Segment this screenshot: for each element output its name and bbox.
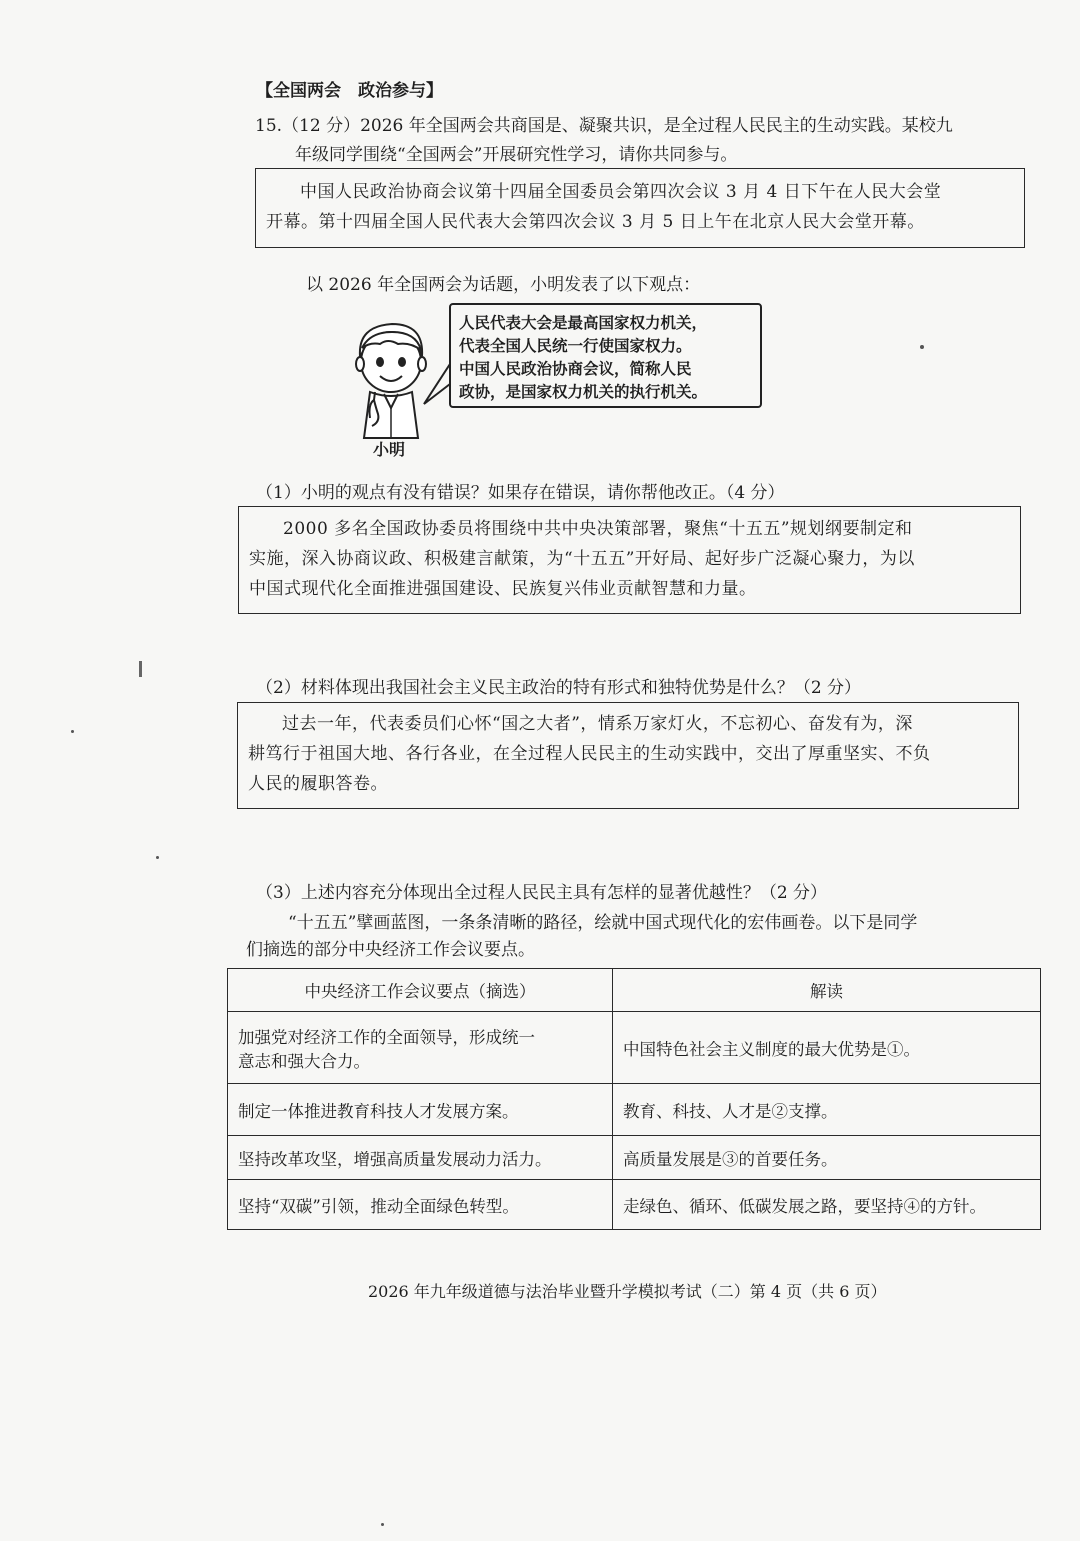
- bubble-line2: 代表全国人民统一行使国家权力。: [459, 336, 692, 355]
- sub-question-3: （3）上述内容充分体现出全过程人民民主具有怎样的显著优越性？（2 分）: [256, 883, 828, 903]
- material-box-3: [237, 702, 1019, 809]
- table-cell-point: [228, 1012, 613, 1084]
- material3-line1: 过去一年，代表委员们心怀“国之大者”，情系万家灯火，不忘初心、奋发有为，深: [282, 714, 913, 734]
- material2-line3: 中国式现代化全面推进强国建设、民族复兴伟业贡献智慧和力量。: [249, 579, 757, 599]
- material-box-1: [255, 168, 1025, 248]
- scan-speck: [71, 730, 74, 733]
- sub3-intro-line2: 们摘选的部分中央经济工作会议要点。: [246, 940, 535, 960]
- point-line: 加强党对经济工作的全面领导，形成统一: [238, 1027, 535, 1047]
- material-box-2: [238, 506, 1021, 614]
- table-cell-point: 坚持“双碳”引领，推动全面绿色转型。: [228, 1180, 613, 1230]
- bubble-line1: 人民代表大会是最高国家权力机关，: [459, 313, 708, 332]
- table-cell-interpretation: 走绿色、循环、低碳发展之路，要坚持④的方针。: [613, 1180, 1041, 1230]
- section-title: 【全国两会 政治参与】: [256, 81, 443, 101]
- question-intro-line2: 年级同学围绕“全国两会”开展研究性学习，请你共同参与。: [295, 145, 738, 165]
- table-row: [228, 1012, 1041, 1084]
- bubble-line3: 中国人民政治协商会议，简称人民: [459, 359, 692, 378]
- question-score: （12 分）: [282, 116, 361, 136]
- sub-question-1: （1）小明的观点有没有错误？如果存在错误，请你帮他改正。（4 分）: [256, 483, 785, 503]
- page-footer: 2026 年九年级道德与法治毕业暨升学模拟考试（二）第 4 页（共 6 页）: [368, 1282, 887, 1301]
- bubble-line4: 政协，是国家权力机关的执行机关。: [459, 382, 708, 401]
- table-header-interpretation: 解读: [613, 969, 1041, 1012]
- table-header-points: 中央经济工作会议要点（摘选）: [228, 969, 613, 1012]
- material1-line1: 中国人民政治协商会议第十四届全国委员会第四次会议 3 月 4 日下午在人民大会堂: [300, 182, 942, 202]
- table-row: [228, 1180, 1041, 1230]
- table-cell-point: 制定一体推进教育科技人才发展方案。: [228, 1084, 613, 1136]
- character-name: 小明: [373, 440, 406, 459]
- sub3-intro-line1: “十五五”擘画蓝图，一条条清晰的路径，绘就中国式现代化的宏伟画卷。以下是同学: [288, 913, 918, 933]
- scan-speck: [381, 1523, 384, 1526]
- table-cell-point: 坚持改革攻坚，增强高质量发展动力活力。: [228, 1136, 613, 1180]
- scan-mark: [139, 661, 142, 677]
- material2-line1: 2000 多名全国政协委员将围绕中共中央决策部署，聚焦“十五五”规划纲要制定和: [283, 519, 913, 539]
- speech-bubble: [449, 303, 762, 408]
- point-line: 意志和强大合力。: [238, 1051, 370, 1071]
- material3-line3: 人民的履职答卷。: [248, 774, 388, 794]
- material2-line2: 实施，深入协商议政、积极建言献策，为“十五五”开好局、起好步广泛凝心聚力，为以: [249, 549, 915, 569]
- question-intro-line1: 2026 年全国两会共商国是、凝聚共识，是全过程人民民主的生动实践。某校九: [360, 116, 953, 136]
- table-cell-interpretation: 高质量发展是③的首要任务。: [613, 1136, 1041, 1180]
- economic-points-table: [227, 968, 1041, 1230]
- material3-line2: 耕笃行于祖国大地、各行各业，在全过程人民民主的生动实践中，交出了厚重坚实、不负: [248, 744, 931, 764]
- material1-line2: 开幕。第十四届全国人民代表大会第四次会议 3 月 5 日上午在北京人民大会堂开幕。: [266, 212, 925, 232]
- table-row: [228, 1084, 1041, 1136]
- table-row: [228, 1136, 1041, 1180]
- question-number: 15.: [255, 116, 283, 136]
- scan-speck: [920, 345, 924, 349]
- table-header-row: [228, 969, 1041, 1012]
- sub-question-2: （2）材料体现出我国社会主义民主政治的特有形式和独特优势是什么？（2 分）: [256, 678, 862, 698]
- question-line-1: [255, 113, 953, 140]
- table-cell-interpretation: 教育、科技、人才是②支撑。: [613, 1084, 1041, 1136]
- table-cell-interpretation: 中国特色社会主义制度的最大优势是①。: [613, 1012, 1041, 1084]
- xiaoming-intro: 以 2026 年全国两会为话题，小明发表了以下观点：: [306, 275, 701, 295]
- scan-speck: [156, 856, 159, 859]
